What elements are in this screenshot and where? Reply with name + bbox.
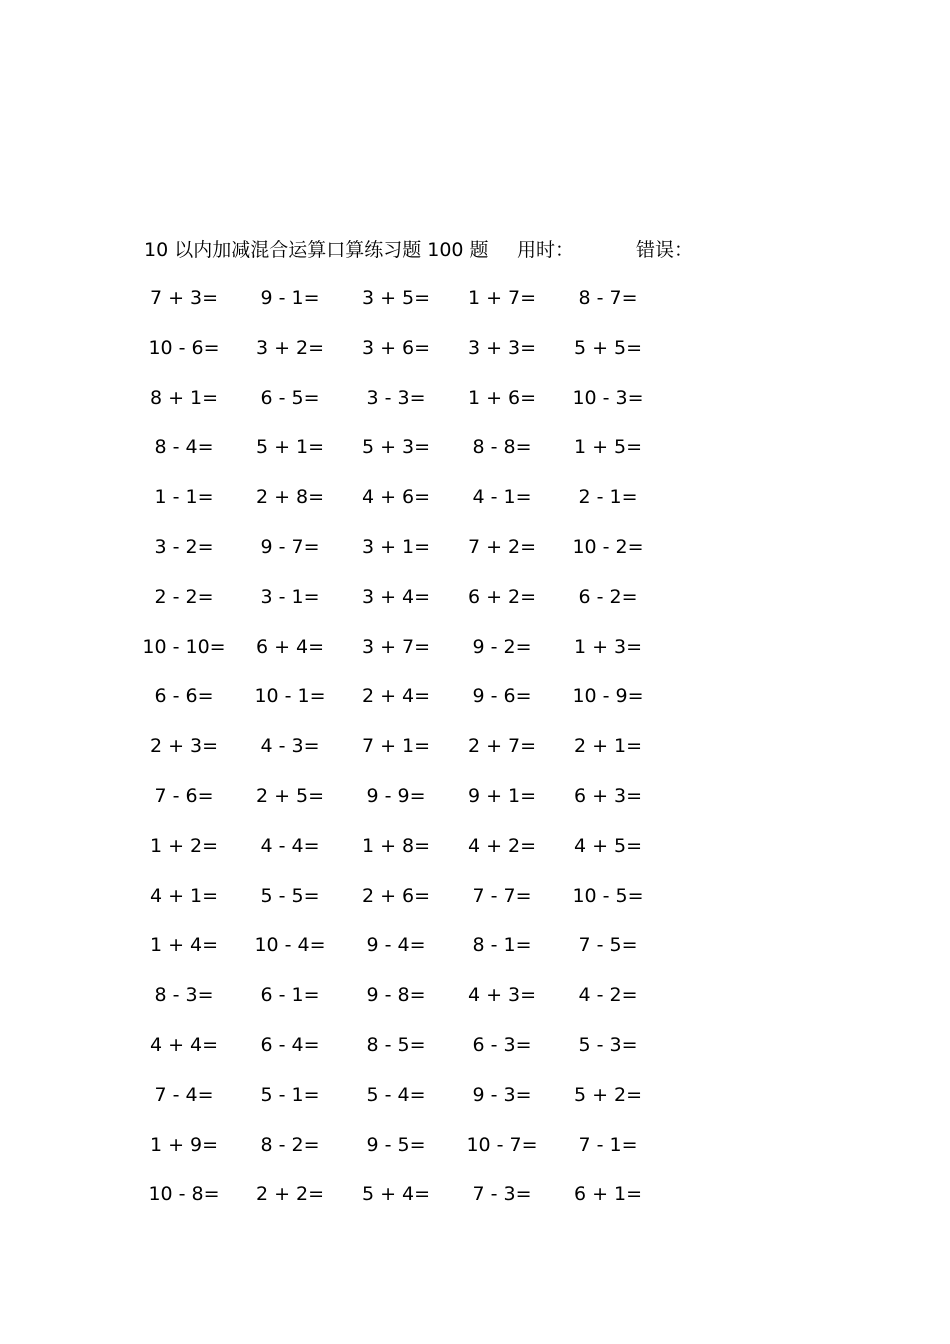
math-problem: 9 - 9= — [366, 784, 426, 807]
math-problem: 4 + 6= — [361, 486, 431, 509]
math-problem: 4 - 1= — [472, 486, 532, 509]
math-problem: 6 - 2= — [578, 585, 638, 608]
math-problem: 2 + 3= — [149, 735, 219, 758]
math-problem: 6 - 1= — [260, 984, 320, 1007]
math-problem: 3 + 1= — [361, 535, 431, 558]
math-problem: 9 - 3= — [472, 1083, 532, 1106]
math-problem: 8 - 7= — [578, 287, 638, 309]
math-problem: 7 + 2= — [467, 535, 537, 558]
math-problem: 6 + 1= — [573, 1183, 643, 1206]
math-problem: 4 - 2= — [578, 984, 638, 1007]
math-problem: 8 - 3= — [154, 984, 214, 1007]
worksheet-title: 10 以内加减混合运算口算练习题 100 题 — [144, 239, 489, 261]
math-problem: 3 + 7= — [361, 635, 431, 658]
math-problem: 1 + 6= — [467, 386, 537, 409]
math-problem: 8 - 1= — [472, 934, 532, 957]
math-problem: 6 - 6= — [154, 685, 214, 708]
math-problem: 2 + 6= — [361, 884, 431, 907]
math-problem: 5 - 3= — [578, 1033, 638, 1056]
math-problem: 1 + 7= — [467, 287, 537, 309]
math-problem: 5 + 1= — [255, 436, 325, 459]
math-problem: 2 + 5= — [255, 784, 325, 807]
math-problem: 7 + 3= — [149, 287, 219, 309]
math-problem: 4 + 3= — [467, 984, 537, 1007]
math-problem: 6 + 4= — [255, 635, 325, 658]
math-problem: 10 - 10= — [142, 635, 226, 658]
math-problem: 10 - 5= — [572, 884, 644, 907]
math-problem: 5 + 5= — [573, 336, 643, 359]
math-problem: 7 - 1= — [578, 1133, 638, 1156]
math-problem: 7 - 4= — [154, 1083, 214, 1106]
math-problem: 8 + 1= — [149, 386, 219, 409]
math-problem: 9 - 1= — [260, 287, 320, 309]
math-problem: 5 - 4= — [366, 1083, 426, 1106]
math-problem: 6 - 5= — [260, 386, 320, 409]
math-problem: 2 + 2= — [255, 1183, 325, 1206]
math-problem: 9 - 7= — [260, 535, 320, 558]
math-problem: 1 + 4= — [149, 934, 219, 957]
math-problem: 7 + 1= — [361, 735, 431, 758]
math-problem: 10 - 4= — [254, 934, 326, 957]
math-problem: 9 - 5= — [366, 1133, 426, 1156]
math-problem: 4 - 4= — [260, 834, 320, 857]
math-problem: 8 - 4= — [154, 436, 214, 459]
math-problem: 8 - 8= — [472, 436, 532, 459]
math-problem: 6 - 3= — [472, 1033, 532, 1056]
math-problem: 6 + 2= — [467, 585, 537, 608]
math-problem: 6 - 4= — [260, 1033, 320, 1056]
math-problem: 3 + 4= — [361, 585, 431, 608]
math-problem: 5 + 3= — [361, 436, 431, 459]
math-problem: 3 + 2= — [255, 336, 325, 359]
math-problem: 3 + 5= — [361, 287, 431, 309]
math-problem: 9 + 1= — [467, 784, 537, 807]
math-problem: 7 - 3= — [472, 1183, 532, 1206]
math-problem: 10 - 6= — [148, 336, 220, 359]
math-problem: 8 - 5= — [366, 1033, 426, 1056]
math-problem: 5 - 1= — [260, 1083, 320, 1106]
math-problem: 9 - 8= — [366, 984, 426, 1007]
math-problem: 6 + 3= — [573, 784, 643, 807]
math-problem: 1 + 3= — [573, 635, 643, 658]
math-problem: 2 + 7= — [467, 735, 537, 758]
math-problem: 3 - 2= — [154, 535, 214, 558]
math-problem: 4 + 2= — [467, 834, 537, 857]
math-problem: 2 - 2= — [154, 585, 214, 608]
math-problem: 9 - 6= — [472, 685, 532, 708]
math-problem: 3 - 3= — [366, 386, 426, 409]
error-count-label: 错误： — [636, 239, 694, 261]
math-problem: 10 - 7= — [466, 1133, 538, 1156]
math-problem: 2 + 1= — [573, 735, 643, 758]
math-problem: 1 + 8= — [361, 834, 431, 857]
math-problem: 5 + 4= — [361, 1183, 431, 1206]
math-problem: 2 + 8= — [255, 486, 325, 509]
math-problem: 2 + 4= — [361, 685, 431, 708]
math-problem: 3 + 6= — [361, 336, 431, 359]
math-problem: 1 + 9= — [149, 1133, 219, 1156]
math-problem: 10 - 1= — [254, 685, 326, 708]
math-problem: 7 - 6= — [154, 784, 214, 807]
math-problem: 4 + 5= — [573, 834, 643, 857]
math-problem: 10 - 8= — [148, 1183, 220, 1206]
math-problem: 4 + 4= — [149, 1033, 219, 1056]
math-problem: 5 - 5= — [260, 884, 320, 907]
math-problem: 1 + 5= — [573, 436, 643, 459]
math-problem: 3 + 3= — [467, 336, 537, 359]
math-problem: 9 - 2= — [472, 635, 532, 658]
math-problem: 4 + 1= — [149, 884, 219, 907]
math-problem: 1 - 1= — [154, 486, 214, 509]
math-problem: 4 - 3= — [260, 735, 320, 758]
time-used-label: 用时： — [517, 239, 575, 261]
math-problem: 7 - 5= — [578, 934, 638, 957]
math-problem: 10 - 3= — [572, 386, 644, 409]
math-problem: 8 - 2= — [260, 1133, 320, 1156]
math-problem: 9 - 4= — [366, 934, 426, 957]
math-problem: 5 + 2= — [573, 1083, 643, 1106]
math-problem: 1 + 2= — [149, 834, 219, 857]
math-problem: 3 - 1= — [260, 585, 320, 608]
math-problem: 10 - 9= — [572, 685, 644, 708]
math-problem: 10 - 2= — [572, 535, 644, 558]
math-problem: 2 - 1= — [578, 486, 638, 509]
math-problem: 7 - 7= — [472, 884, 532, 907]
